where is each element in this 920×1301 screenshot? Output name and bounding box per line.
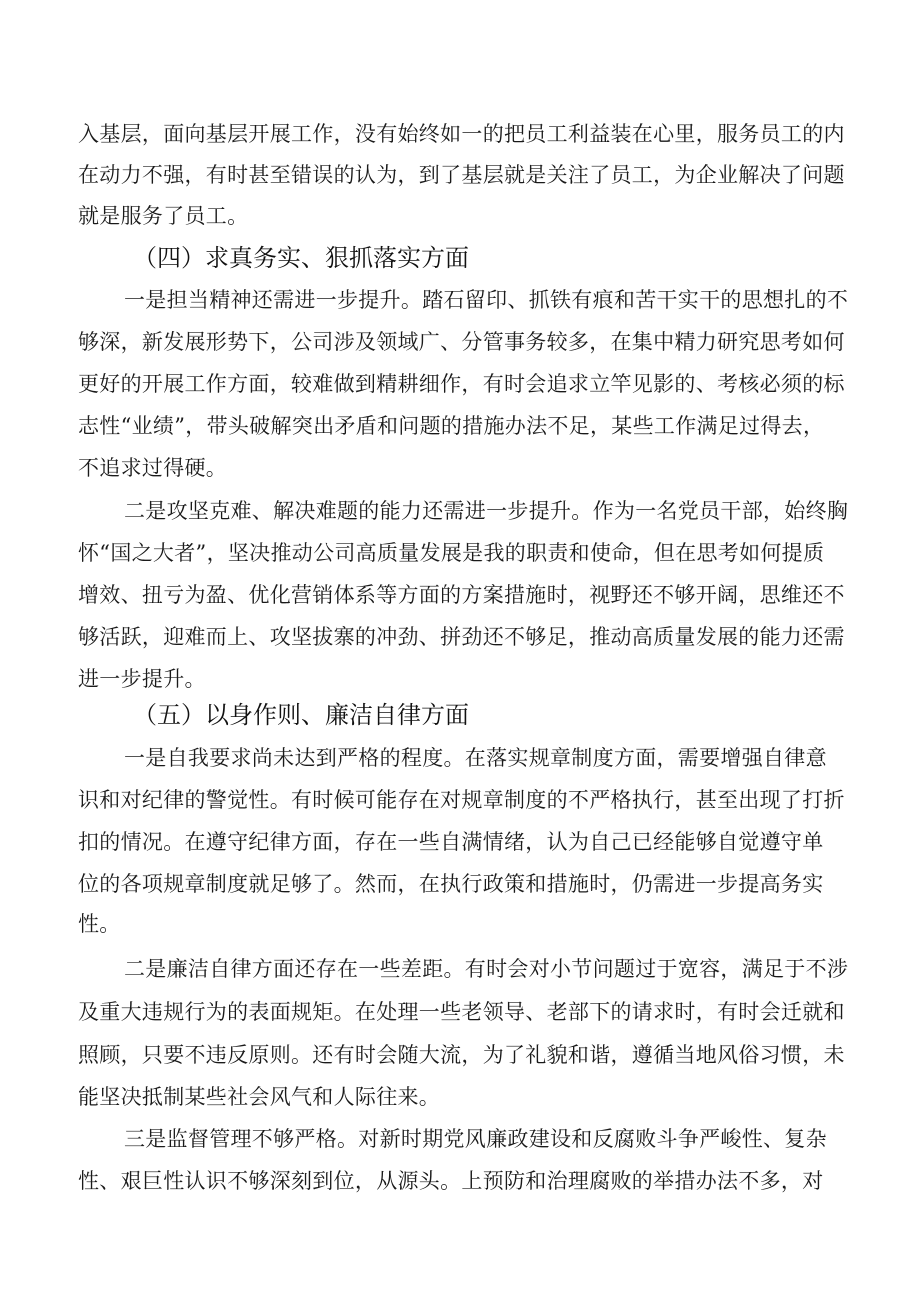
s4-p1-line-5: 不追求过得硬。: [78, 456, 228, 480]
s5-p3-line-2: 性、艰巨性认识不够深刻到位，从源头。上预防和治理腐败的举措办法不多，对: [78, 1169, 824, 1193]
intro-line-3: 就是服务了员工。: [78, 204, 249, 228]
s5-p1-line-1: 一是自我要求尚未达到严格的程度。在落实规章制度方面，需要增强自律意: [124, 746, 827, 770]
s5-p2-line-3: 照顾，只要不违反原则。还有时会随大流，为了礼貌和谐，遵循当地风俗习惯，未: [78, 1043, 845, 1067]
s5-p1-line-4: 位的各项规章制度就足够了。然而，在执行政策和措施时，仍需进一步提高务实: [78, 872, 824, 896]
s5-p1-line-3: 扣的情况。在遵守纪律方面，存在一些自满情绪，认为自己已经能够自觉遵守单: [78, 830, 824, 854]
intro-line-1: 入基层，面向基层开展工作，没有始终如一的把员工利益装在心里，服务员工的内: [78, 122, 845, 146]
s4-p1-line-1: 一是担当精神还需进一步提升。踏石留印、抓铁有痕和苦干实干的思想扎的不: [124, 288, 849, 312]
s5-p1-line-5: 性。: [78, 912, 121, 936]
s4-p1-line-4: 志性“业绩”，带头破解突出矛盾和问题的措施办法不足，某些工作满足过得去，: [78, 414, 825, 438]
intro-line-2: 在动力不强，有时甚至错误的认为，到了基层就是关注了员工，为企业解决了问题: [78, 163, 845, 187]
s4-p2-line-4: 够活跃，迎难而上、攻坚拔寨的冲劲、拼劲还不够足，推动高质量发展的能力还需: [78, 625, 845, 649]
s5-p2-line-4: 能坚决抵制某些社会风气和人际往来。: [78, 1085, 441, 1109]
section-5-heading: （五）以身作则、廉洁自律方面: [133, 701, 469, 729]
s5-p2-line-2: 及重大违规行为的表面规矩。在处理一些老领导、老部下的请求时，有时会迁就和: [78, 1000, 845, 1024]
s4-p2-line-1: 二是攻坚克难、解决难题的能力还需进一步提升。作为一名党员干部，始终胸: [124, 499, 849, 523]
s5-p2-line-1: 二是廉洁自律方面还存在一些差距。有时会对小节问题过于宽容，满足于不涉: [124, 957, 849, 981]
section-4-heading: （四）求真务实、狠抓落实方面: [133, 244, 469, 272]
s4-p1-line-2: 够深，新发展形势下，公司涉及领域广、分管事务较多，在集中精力研究思考如何: [78, 330, 845, 354]
s4-p2-line-2: 怀“国之大者”，坚决推动公司高质量发展是我的职责和使命，但在思考如何提质: [78, 541, 825, 565]
s5-p3-line-1: 三是监督管理不够严格。对新时期党风廉政建设和反腐败斗争严峻性、复杂: [124, 1127, 827, 1151]
s4-p2-line-5: 进一步提升。: [78, 667, 206, 691]
s5-p1-line-2: 识和对纪律的警觉性。有时候可能存在对规章制度的不严格执行，甚至出现了打折: [78, 788, 845, 812]
s4-p2-line-3: 增效、扭亏为盈、优化营销体系等方面的方案措施时，视野还不够开阔，思维还不: [78, 583, 845, 607]
s4-p1-line-3: 更好的开展工作方面，较难做到精耕细作，有时会追求立竿见影的、考核必须的标: [78, 372, 845, 396]
